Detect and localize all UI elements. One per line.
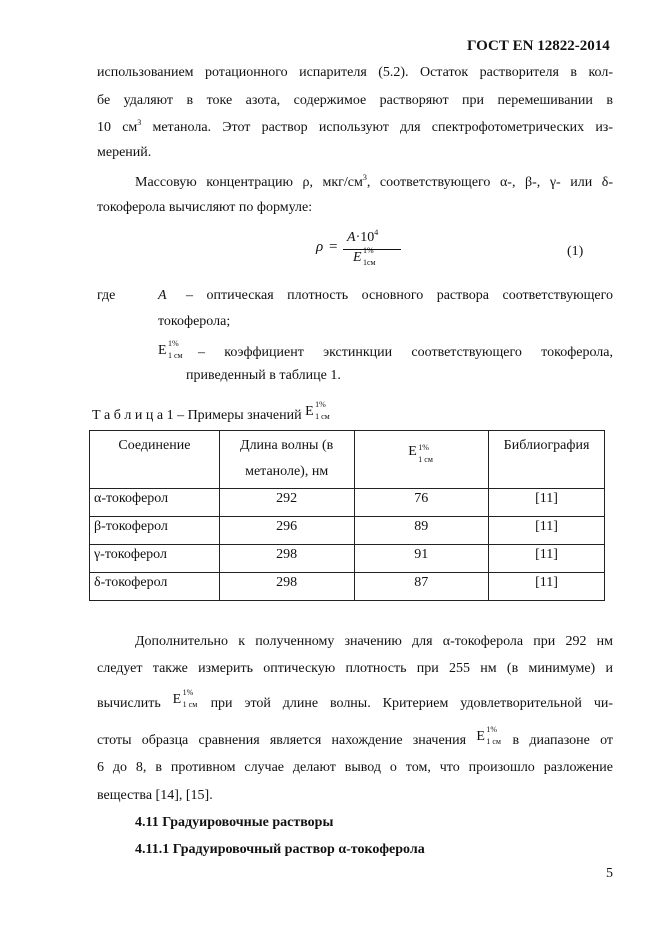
definition-a-symbol bbox=[158, 288, 167, 304]
formula-numerator bbox=[347, 228, 378, 246]
e-symbol: E bbox=[158, 343, 167, 358]
header-e-sub: 1 см bbox=[418, 455, 433, 464]
definition-e-line-2: приведенный в таблице 1. bbox=[186, 368, 341, 383]
cell-e: 89 bbox=[354, 517, 489, 545]
table-row bbox=[90, 545, 605, 573]
cell-e: 76 bbox=[354, 489, 489, 517]
table-row bbox=[90, 517, 605, 545]
paragraph-3-line-4-a: стоты образца сравнения является нахождение значения bbox=[97, 733, 467, 748]
p3-e-1-top: 1% bbox=[182, 688, 194, 697]
formula-number: (1) bbox=[567, 244, 584, 259]
where-label: где bbox=[97, 288, 116, 303]
cell-wavelength: 296 bbox=[219, 517, 354, 545]
formula bbox=[313, 228, 398, 274]
caption-e: E bbox=[305, 404, 314, 419]
volume-exponent: 3 bbox=[137, 118, 142, 127]
cell-compound: γ-токоферол bbox=[90, 545, 220, 573]
paragraph-3-line-6: вещества [14], [15]. bbox=[97, 788, 213, 803]
volume-value: 10 см bbox=[97, 120, 138, 135]
section-4-11-1-title: 4.11.1 Градуировочный раствор α-токоферола bbox=[135, 842, 425, 857]
caption-e-sub: 1 см bbox=[315, 412, 330, 421]
table-row bbox=[90, 489, 605, 517]
header-e-symbol: E bbox=[408, 444, 417, 459]
header-wavelength-1: Длина волны (в bbox=[240, 438, 334, 453]
e-sub: 1 см bbox=[168, 351, 183, 360]
page-number: 5 bbox=[606, 866, 613, 881]
p3-e-2: E bbox=[476, 729, 485, 744]
paragraph-3-line-2: следует также измерить оптическую плотность при 255 нм (в минимуме) и bbox=[97, 661, 613, 676]
formula-lhs: ρ bbox=[316, 239, 324, 255]
caption-e-top: 1% bbox=[315, 400, 326, 409]
formula-denominator bbox=[353, 246, 379, 268]
isomer-list-text: , соответствующего α-, β-, γ- или δ- bbox=[366, 175, 613, 190]
concentration-text: Массовую концентрацию ρ, мкг/см bbox=[135, 175, 363, 190]
paragraph-1-line-1: использованием ротационного испарителя (5.2). Остаток растворителя в кол- bbox=[97, 65, 613, 80]
header-compound: Соединение bbox=[90, 431, 220, 489]
definition-e-symbol bbox=[158, 339, 184, 363]
p3-e-2-top: 1% bbox=[486, 725, 497, 734]
header-bibliography: Библиография bbox=[489, 431, 605, 489]
cell-compound: α-токоферол bbox=[90, 489, 220, 517]
cell-wavelength: 298 bbox=[219, 573, 354, 601]
paragraph-1-line-4: мерений. bbox=[97, 145, 152, 160]
table-row bbox=[90, 573, 605, 601]
paragraph-3-line-3-a: вычислить bbox=[97, 696, 161, 711]
cell-ref: [11] bbox=[489, 489, 605, 517]
paragraph-3-line-4 bbox=[97, 725, 614, 749]
extinction-table bbox=[89, 430, 605, 601]
paragraph-2-line-1 bbox=[135, 173, 613, 191]
table-caption bbox=[92, 400, 331, 424]
a-symbol: А bbox=[158, 288, 167, 303]
paragraph-1-line-2: бе удаляют в токе азота, содержимое растворяют при перемешивании в bbox=[97, 93, 613, 108]
cell-wavelength: 292 bbox=[219, 489, 354, 517]
cell-compound: β-токоферол bbox=[90, 517, 220, 545]
section-4-11-title: 4.11 Градуировочные растворы bbox=[135, 815, 334, 830]
table-header-row bbox=[90, 431, 605, 489]
p3-e-1: E bbox=[172, 692, 182, 707]
formula-e: E bbox=[353, 250, 362, 265]
header-wavelength bbox=[219, 431, 354, 489]
cell-wavelength: 298 bbox=[219, 545, 354, 573]
paragraph-1-line-3-text: метанола. Этот раствор используют для спектрофотометрических из- bbox=[152, 120, 614, 135]
definition-a-line-1: – оптическая плотность основного раствора соответствующего bbox=[186, 288, 613, 303]
p3-e-2-sub: 1 см bbox=[486, 737, 501, 746]
definition-e-line-1: – коэффициент экстинкции соответствующего токоферола, bbox=[198, 345, 613, 360]
formula-e-sub: 1см bbox=[363, 258, 376, 267]
paragraph-3-line-4-b: в диапазоне от bbox=[512, 733, 614, 748]
concentration-exponent: 3 bbox=[362, 173, 367, 182]
cell-compound: δ-токоферол bbox=[90, 573, 220, 601]
header-e bbox=[354, 431, 489, 489]
paragraph-3-line-5: 6 до 8, в противном случае делают вывод о том, что произошло разложение bbox=[97, 760, 613, 775]
paragraph-1-line-3 bbox=[97, 118, 613, 136]
formula-exponent: 4 bbox=[374, 228, 379, 237]
table-caption-text: Т а б л и ц а 1 – Примеры значений bbox=[92, 408, 302, 423]
cell-ref: [11] bbox=[489, 573, 605, 601]
formula-a: A bbox=[347, 230, 356, 245]
formula-dot: · bbox=[355, 230, 361, 245]
definition-a-line-2: токоферола; bbox=[158, 314, 231, 329]
p3-e-1-sub: 1 см bbox=[182, 700, 198, 709]
cell-ref: [11] bbox=[489, 545, 605, 573]
paragraph-3-line-3 bbox=[97, 688, 614, 712]
cell-ref: [11] bbox=[489, 517, 605, 545]
paragraph-3-line-3-b: при этой длине волны. Критерием удовлетворительной чи- bbox=[210, 696, 614, 711]
formula-base: 10 bbox=[360, 230, 375, 245]
document-standard-code: ГОСТ EN 12822-2014 bbox=[467, 38, 610, 54]
header-wavelength-2: метаноле), нм bbox=[245, 464, 329, 479]
paragraph-3-line-1: Дополнительно к полученному значению для α-токоферола при 292 нм bbox=[135, 634, 613, 649]
cell-e: 87 bbox=[354, 573, 489, 601]
formula-equals: = bbox=[329, 239, 338, 255]
formula-e-top: 1% bbox=[363, 246, 374, 255]
paragraph-2-line-2: токоферола вычисляют по формуле: bbox=[97, 200, 313, 215]
header-e-top: 1% bbox=[418, 443, 429, 452]
cell-e: 91 bbox=[354, 545, 489, 573]
e-top: 1% bbox=[168, 339, 179, 348]
